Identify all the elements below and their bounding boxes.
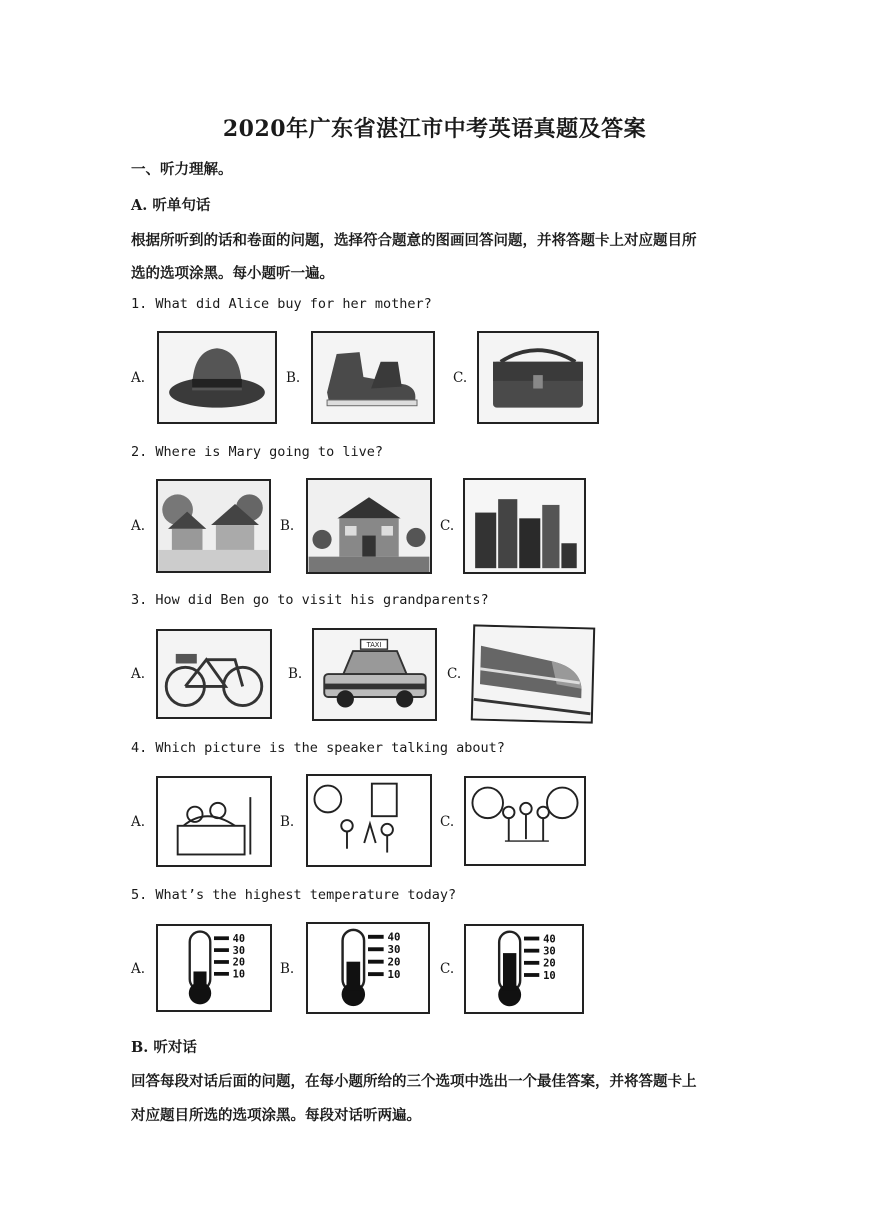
bicycle-icon xyxy=(158,631,270,717)
scale-tick xyxy=(368,960,384,964)
q4-option-a-hospital-picture[interactable] xyxy=(156,776,272,867)
city-buildings-icon xyxy=(465,480,584,572)
mercury-level xyxy=(503,953,516,991)
q4-option-b-label: B. xyxy=(280,814,295,830)
q4-option-b-planting-picture[interactable] xyxy=(306,774,432,867)
section-heading-listening: 一、听力理解。 xyxy=(131,161,233,178)
train-icon xyxy=(473,626,593,721)
big-house-icon xyxy=(308,480,430,572)
q1-option-a-label: A. xyxy=(131,370,146,386)
scale-label: 40 xyxy=(543,933,556,946)
scale-tick xyxy=(524,937,539,941)
scale-label: 10 xyxy=(387,968,401,982)
q5-option-b-label: B. xyxy=(280,961,295,977)
q1-option-c-bag-picture[interactable] xyxy=(477,331,599,424)
hospital-bed-icon xyxy=(158,778,270,865)
scale-tick xyxy=(368,947,384,951)
scale-label: 10 xyxy=(232,968,246,981)
q3-option-a-bicycle-picture[interactable] xyxy=(156,629,272,719)
children-playing-icon xyxy=(466,778,584,864)
scale-tick xyxy=(214,948,229,952)
question-3-text: 3. How did Ben go to visit his grandparents? xyxy=(131,592,489,608)
q4-option-a-label: A. xyxy=(131,814,146,830)
hat-icon xyxy=(159,333,275,422)
q4-option-c-playing-picture[interactable] xyxy=(464,776,586,866)
page-title: 2020年广东省湛江市中考英语真题及答案 xyxy=(222,116,647,142)
part-a-instruction-line1: 根据所听到的话和卷面的问题，选择符合题意的图画回答问题，并将答题卡上对应题目所 xyxy=(131,232,697,249)
part-b-instruction-line1: 回答每段对话后面的问题，在每小题所给的三个选项中选出一个最佳答案，并将答题卡上 xyxy=(131,1073,697,1090)
thermometer-icon xyxy=(158,926,270,1010)
taxi-sign-text: TAXI xyxy=(366,641,382,650)
q5-option-a-label: A. xyxy=(131,961,146,977)
scale-tick xyxy=(214,960,229,964)
mercury-level xyxy=(346,962,360,991)
q3-option-b-taxi-picture[interactable] xyxy=(312,628,437,721)
q1-option-b-sneaker-picture[interactable] xyxy=(311,331,435,424)
q5-option-a-thermometer-picture[interactable] xyxy=(156,924,272,1012)
part-a-instruction-line2: 选的选项涂黑。每小题听一遍。 xyxy=(131,265,334,282)
q2-option-b-label: B. xyxy=(280,518,295,534)
q2-option-a-label: A. xyxy=(131,518,146,534)
q3-option-a-label: A. xyxy=(131,666,146,682)
scale-label: 40 xyxy=(232,932,246,945)
q3-option-c-train-picture[interactable] xyxy=(471,624,595,723)
scale-tick xyxy=(524,973,539,977)
scale-tick xyxy=(524,961,539,965)
scale-label: 10 xyxy=(543,969,556,982)
scale-tick xyxy=(214,972,229,976)
q2-option-a-village-picture[interactable] xyxy=(156,479,271,573)
thermometer-icon xyxy=(308,924,428,1012)
taxi-icon xyxy=(314,630,435,719)
scale-label: 20 xyxy=(543,957,556,970)
scale-label: 20 xyxy=(232,956,246,969)
question-2-text: 2. Where is Mary going to live? xyxy=(131,444,383,460)
q1-option-c-label: C. xyxy=(453,370,468,386)
q3-option-b-label: B. xyxy=(288,666,303,682)
mercury-level xyxy=(193,971,206,989)
question-5-text: 5. What’s the highest temperature today? xyxy=(131,887,457,903)
q4-option-c-label: C. xyxy=(440,814,455,830)
sneaker-icon xyxy=(313,333,433,422)
part-a-heading: A. 听单句话 xyxy=(131,197,211,214)
q2-option-c-label: C. xyxy=(440,518,455,534)
q2-option-b-house-picture[interactable] xyxy=(306,478,432,574)
scale-label: 30 xyxy=(543,945,556,958)
part-b-instruction-line2: 对应题目所选的选项涂黑。每段对话听两遍。 xyxy=(131,1107,421,1124)
scale-label: 30 xyxy=(387,943,401,957)
part-b-heading: B. 听对话 xyxy=(131,1039,197,1056)
scale-tick xyxy=(214,936,229,940)
question-1-text: 1. What did Alice buy for her mother? xyxy=(131,296,432,312)
bag-icon xyxy=(479,333,597,422)
scale-label: 20 xyxy=(387,955,401,969)
question-4-text: 4. Which picture is the speaker talking about? xyxy=(131,740,505,756)
thermometer-icon xyxy=(466,926,582,1012)
scale-label: 30 xyxy=(232,944,246,957)
scale-tick xyxy=(368,935,384,939)
q1-option-a-hat-picture[interactable] xyxy=(157,331,277,424)
q5-option-c-label: C. xyxy=(440,961,455,977)
scale-label: 40 xyxy=(387,930,401,944)
q5-option-c-thermometer-picture[interactable] xyxy=(464,924,584,1014)
children-planting-icon xyxy=(308,776,430,865)
q1-option-b-label: B. xyxy=(286,370,301,386)
q3-option-c-label: C. xyxy=(447,666,462,682)
q2-option-c-city-picture[interactable] xyxy=(463,478,586,574)
q5-option-b-thermometer-picture[interactable] xyxy=(306,922,430,1014)
scale-tick xyxy=(524,949,539,953)
village-houses-icon xyxy=(158,481,269,571)
scale-tick xyxy=(368,972,384,976)
